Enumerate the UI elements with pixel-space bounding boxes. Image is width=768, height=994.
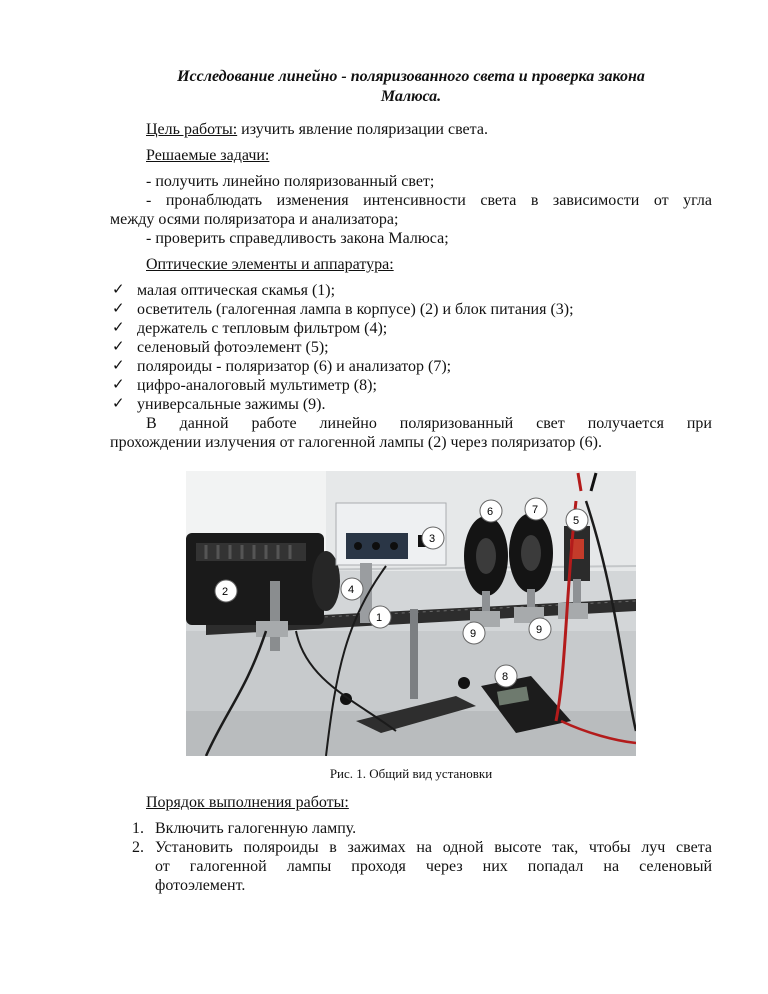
list-item: поляроиды - поляризатор (6) и анализатор (7); — [137, 358, 452, 375]
list-item: селеновый фотоэлемент (5); — [137, 339, 329, 356]
tasks-heading: Решаемые задачи: — [146, 147, 270, 164]
figure-label: 4 — [348, 584, 355, 596]
checkmark-icon: ✓ — [112, 396, 125, 412]
procedure-heading: Порядок выполнения работы: — [146, 794, 349, 811]
figure-label: 3 — [429, 533, 436, 545]
checkmark-icon: ✓ — [112, 320, 125, 336]
task-2-line-1: - пронаблюдать изменения интенсивности света в зависимости от угла — [146, 192, 712, 209]
checkmark-icon: ✓ — [112, 301, 125, 317]
goal-label: Цель работы: — [146, 121, 238, 138]
list-item: малая оптическая скамья (1); — [137, 282, 336, 299]
equipment-heading: Оптические элементы и аппаратура: — [146, 256, 394, 273]
step-2-line-3: фотоэлемент. — [155, 877, 246, 894]
task-2-line-2: между осями поляризатора и анализатора; — [110, 211, 399, 228]
task-1: - получить линейно поляризованный свет; — [146, 173, 435, 190]
checkmark-icon: ✓ — [112, 282, 125, 298]
figure-label: 9 — [470, 628, 477, 640]
step-number: 1. — [132, 820, 144, 837]
title-line-1: Исследование линейно - поляризованного света и проверка закона — [177, 68, 645, 85]
list-item: осветитель (галогенная лампа в корпусе) (2) и блок питания (3); — [137, 301, 574, 318]
figure-label: 9 — [536, 624, 543, 636]
setup-photo — [186, 471, 636, 756]
list-item: держатель с тепловым фильтром (4); — [137, 320, 388, 337]
goal-text: изучить явление поляризации света. — [237, 121, 488, 138]
list-item: универсальные зажимы (9). — [137, 396, 326, 413]
task-3: - проверить справедливость закона Малюса; — [146, 230, 449, 247]
document-title — [110, 67, 712, 107]
description-line-2: прохождении излучения от галогенной лампы (2) через поляризатор (6). — [110, 434, 602, 451]
figure-caption: Рис. 1. Общий вид установки — [329, 766, 493, 781]
step-number: 2. — [132, 839, 144, 856]
figure-label: 1 — [376, 612, 383, 624]
figure-label: 5 — [573, 515, 580, 527]
checkmark-icon: ✓ — [112, 339, 125, 355]
figure-label: 8 — [502, 671, 509, 683]
figure-label: 7 — [532, 504, 539, 516]
step-2-line-1: Установить поляроиды в зажимах на одной высоте так, чтобы луч света — [155, 839, 712, 856]
step-2-line-2: от галогенной лампы проходя через них попадал на селеновый — [155, 858, 712, 875]
description-line-1: В данной работе линейно поляризованный свет получается при — [146, 415, 712, 432]
list-item: цифро-аналоговый мультиметр (8); — [137, 377, 377, 394]
figure-label: 6 — [487, 506, 494, 518]
setup-illustration — [186, 471, 636, 756]
step-1: Включить галогенную лампу. — [155, 820, 357, 837]
goal-paragraph — [146, 120, 488, 139]
title-line-2: Малюса. — [380, 88, 442, 105]
checkmark-icon: ✓ — [112, 358, 125, 374]
figure-label: 2 — [222, 586, 229, 598]
checkmark-icon: ✓ — [112, 377, 125, 393]
